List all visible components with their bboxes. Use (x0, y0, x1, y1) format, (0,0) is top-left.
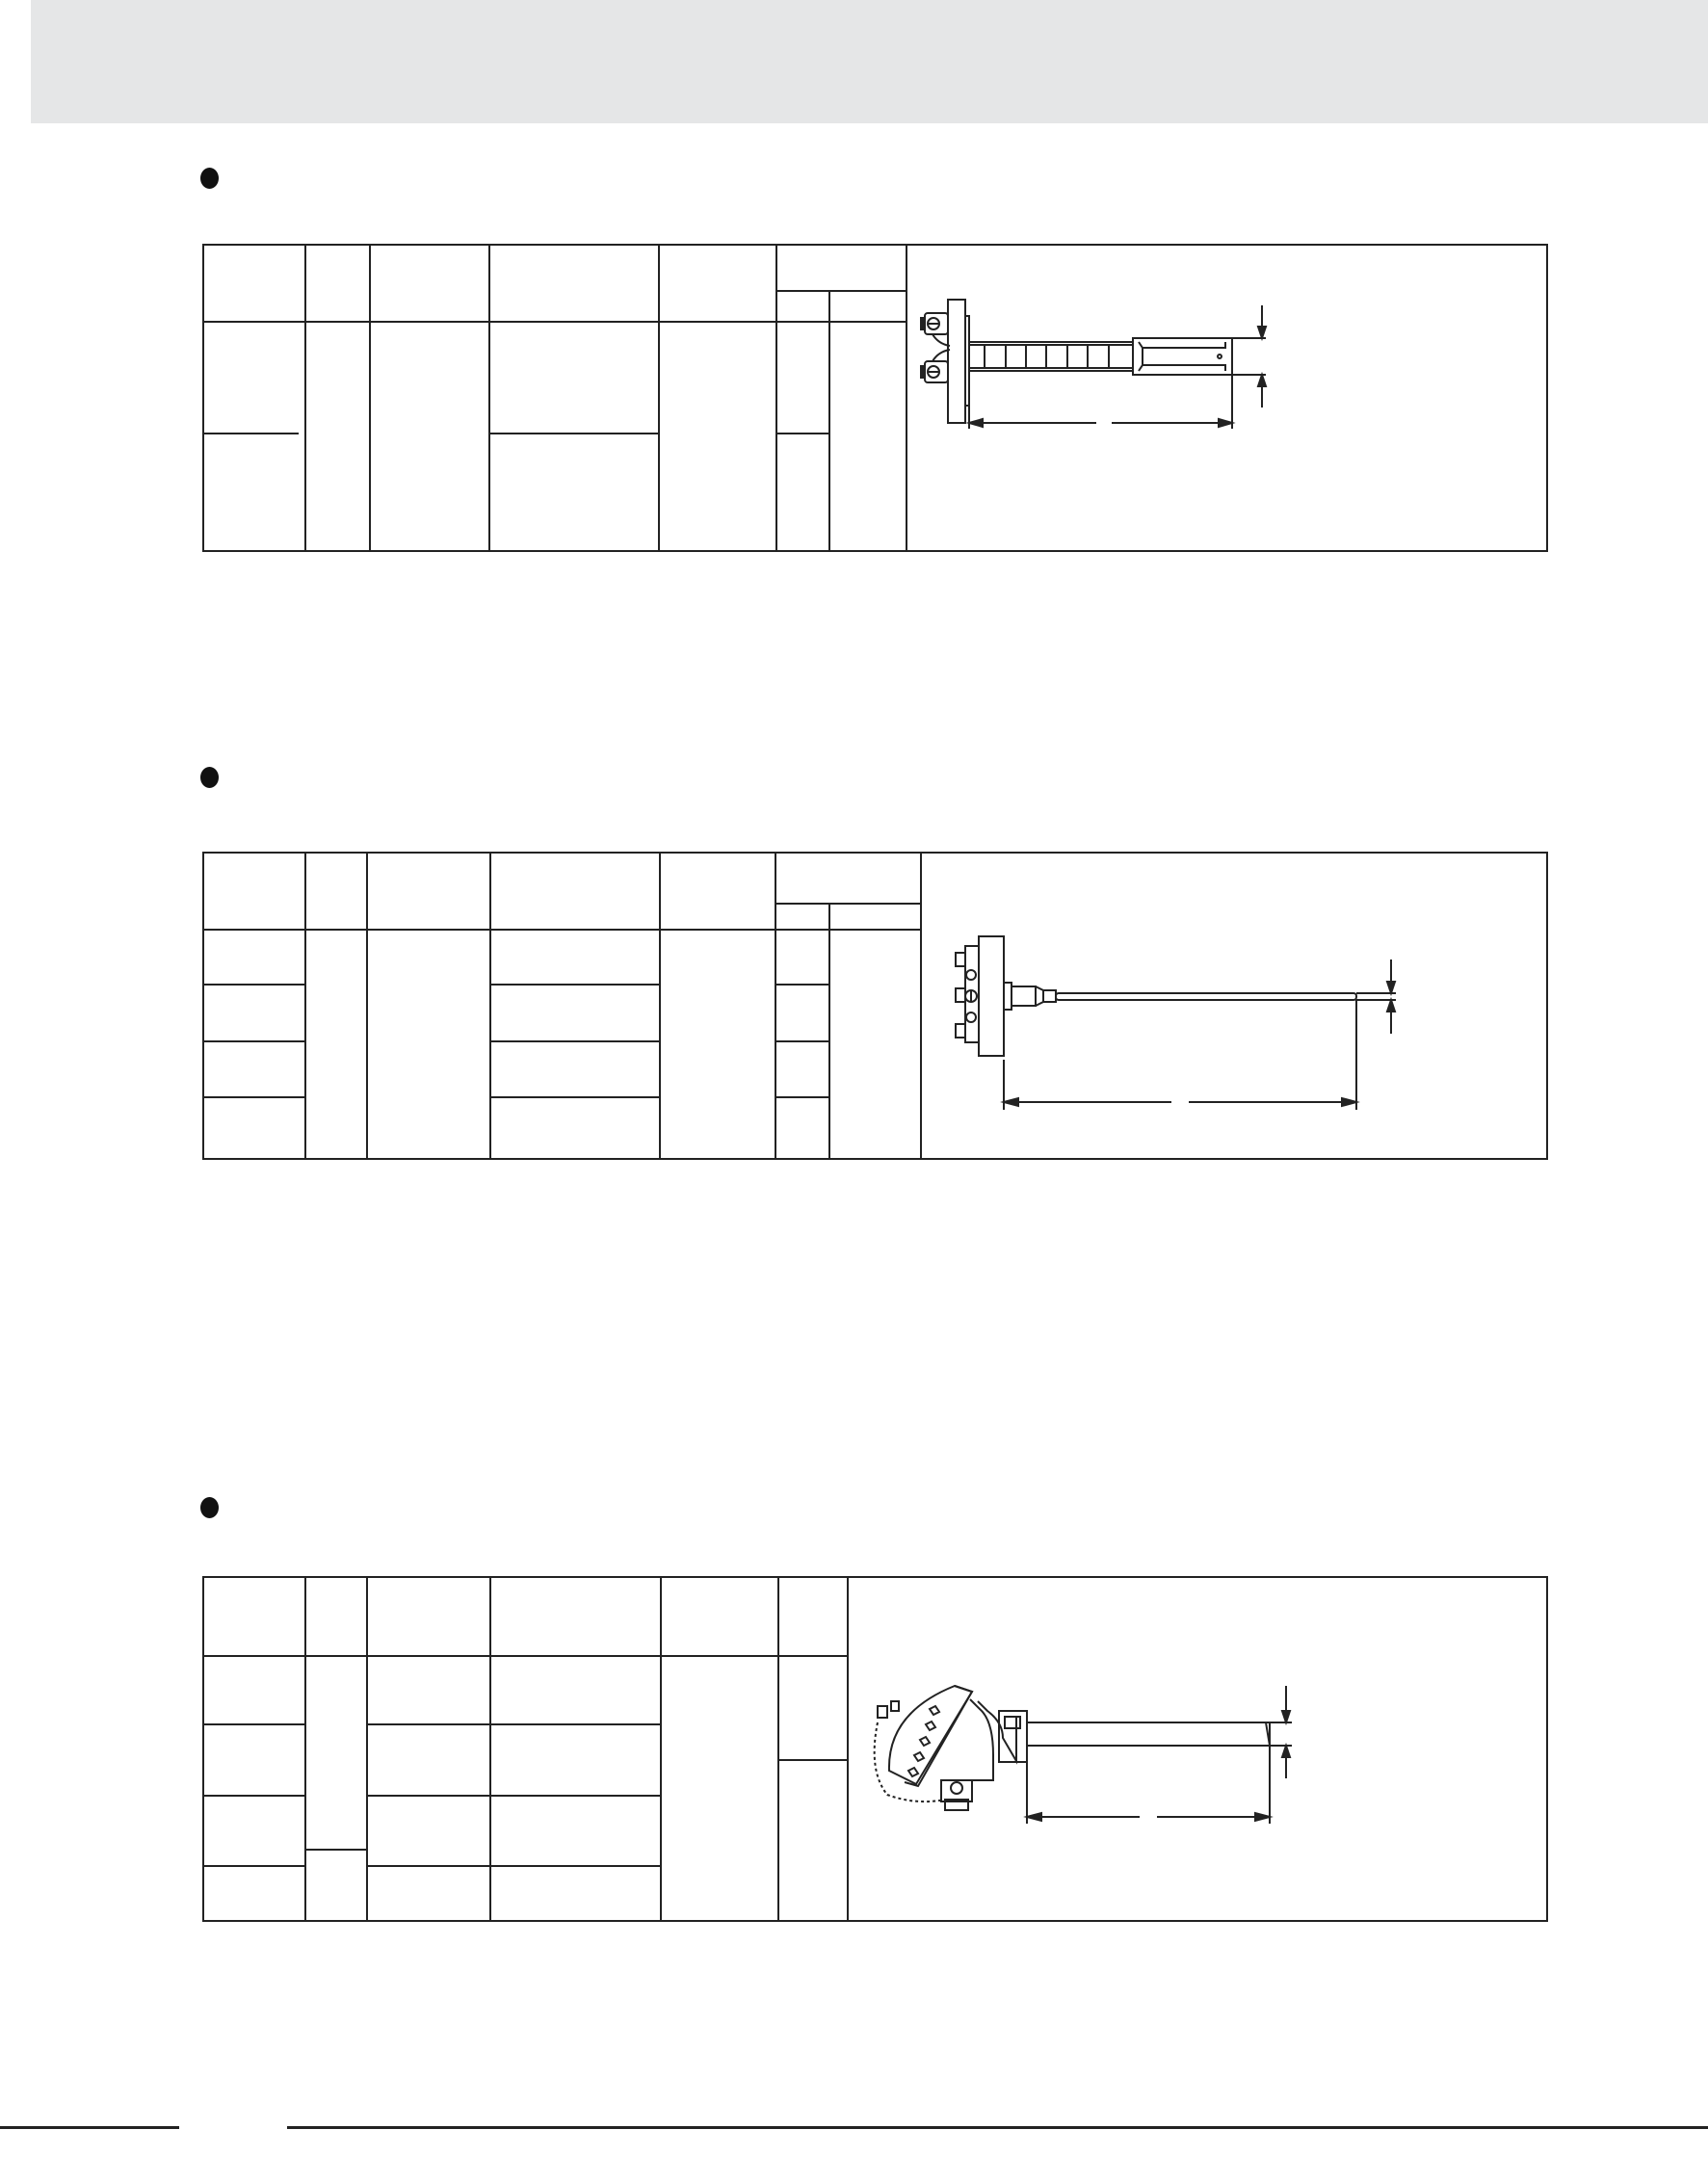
section3-table (202, 1576, 1548, 1922)
col-header-grad (304, 246, 369, 321)
grad-symbol (304, 1657, 366, 1849)
col-header-response (488, 246, 658, 321)
measuring-range (366, 1657, 489, 1723)
col-header-response (489, 854, 659, 929)
response-time (489, 986, 659, 1040)
diameter-D (777, 1657, 847, 1759)
col-header-d (775, 903, 828, 929)
section2-table (202, 852, 1548, 1160)
table-row-model (204, 1042, 304, 1096)
col-header-range (366, 854, 489, 929)
col-header-L (828, 903, 920, 929)
diameter-d (775, 1098, 828, 1158)
diameter-d (775, 1042, 828, 1096)
measuring-range (366, 931, 489, 1158)
measuring-range (369, 323, 488, 550)
response-time (489, 1657, 660, 1723)
col-header-material (660, 1578, 777, 1655)
diameter-d (775, 323, 828, 433)
col-header-material (659, 854, 775, 929)
table-row-model (204, 1098, 304, 1158)
length-list (830, 323, 906, 550)
col-header-grad (304, 1578, 366, 1655)
col-header-spec (775, 854, 920, 903)
grad-symbol (304, 931, 366, 1158)
col-header-range (366, 1578, 489, 1655)
response-time (489, 931, 659, 984)
diameter-D (777, 1761, 847, 1920)
response-time (488, 434, 658, 550)
col-header-grad (304, 854, 366, 929)
bullet-icon (200, 767, 219, 788)
table-row-model (204, 1725, 304, 1795)
response-time (489, 1098, 659, 1158)
length-list (830, 931, 920, 1158)
diameter-d (775, 986, 828, 1040)
col-header-model (204, 246, 304, 321)
col-header-response (489, 1578, 660, 1655)
measuring-range (366, 1797, 489, 1865)
header-band (31, 0, 1708, 123)
response-time (489, 1797, 660, 1865)
bullet-icon (200, 1497, 219, 1518)
col-header-model (204, 1578, 304, 1655)
table-row-model (204, 986, 304, 1040)
response-time (488, 323, 658, 433)
measuring-range (366, 1725, 489, 1795)
tube-material (660, 1657, 777, 1920)
col-header-model (204, 854, 304, 929)
col-header-range (369, 246, 488, 321)
tube-material (659, 931, 775, 1158)
diameter-d (775, 931, 828, 984)
note-cn-1 (202, 1173, 212, 1192)
response-time (489, 1725, 660, 1795)
grad-symbol (304, 323, 369, 550)
col-header-material (658, 246, 775, 321)
mi-rtd-element-diagram (922, 854, 1546, 1158)
table-row-model (204, 1797, 304, 1865)
footer-rule-right (287, 2126, 1708, 2129)
note-cn-1 (202, 1933, 212, 1952)
note-cn-1 (202, 559, 212, 577)
diameter-d (775, 434, 828, 550)
footer-rule-left (0, 2126, 179, 2129)
tube-material (658, 323, 775, 550)
col-header-D (777, 1578, 847, 1655)
table-row-model (204, 931, 304, 984)
col-header-spec (775, 246, 906, 290)
table-row-model (204, 323, 304, 433)
table-row-model (204, 1657, 304, 1723)
non-fixed-rtd-diagram (849, 1578, 1546, 1920)
bullet-icon (200, 168, 219, 189)
ceramic-terminal-rtd-diagram (907, 246, 1547, 550)
table-row-model (204, 434, 304, 550)
col-header-d (775, 290, 828, 321)
col-header-L (828, 290, 906, 321)
grad-symbol (304, 1851, 366, 1920)
response-time (489, 1042, 659, 1096)
section1-table (202, 244, 1548, 552)
